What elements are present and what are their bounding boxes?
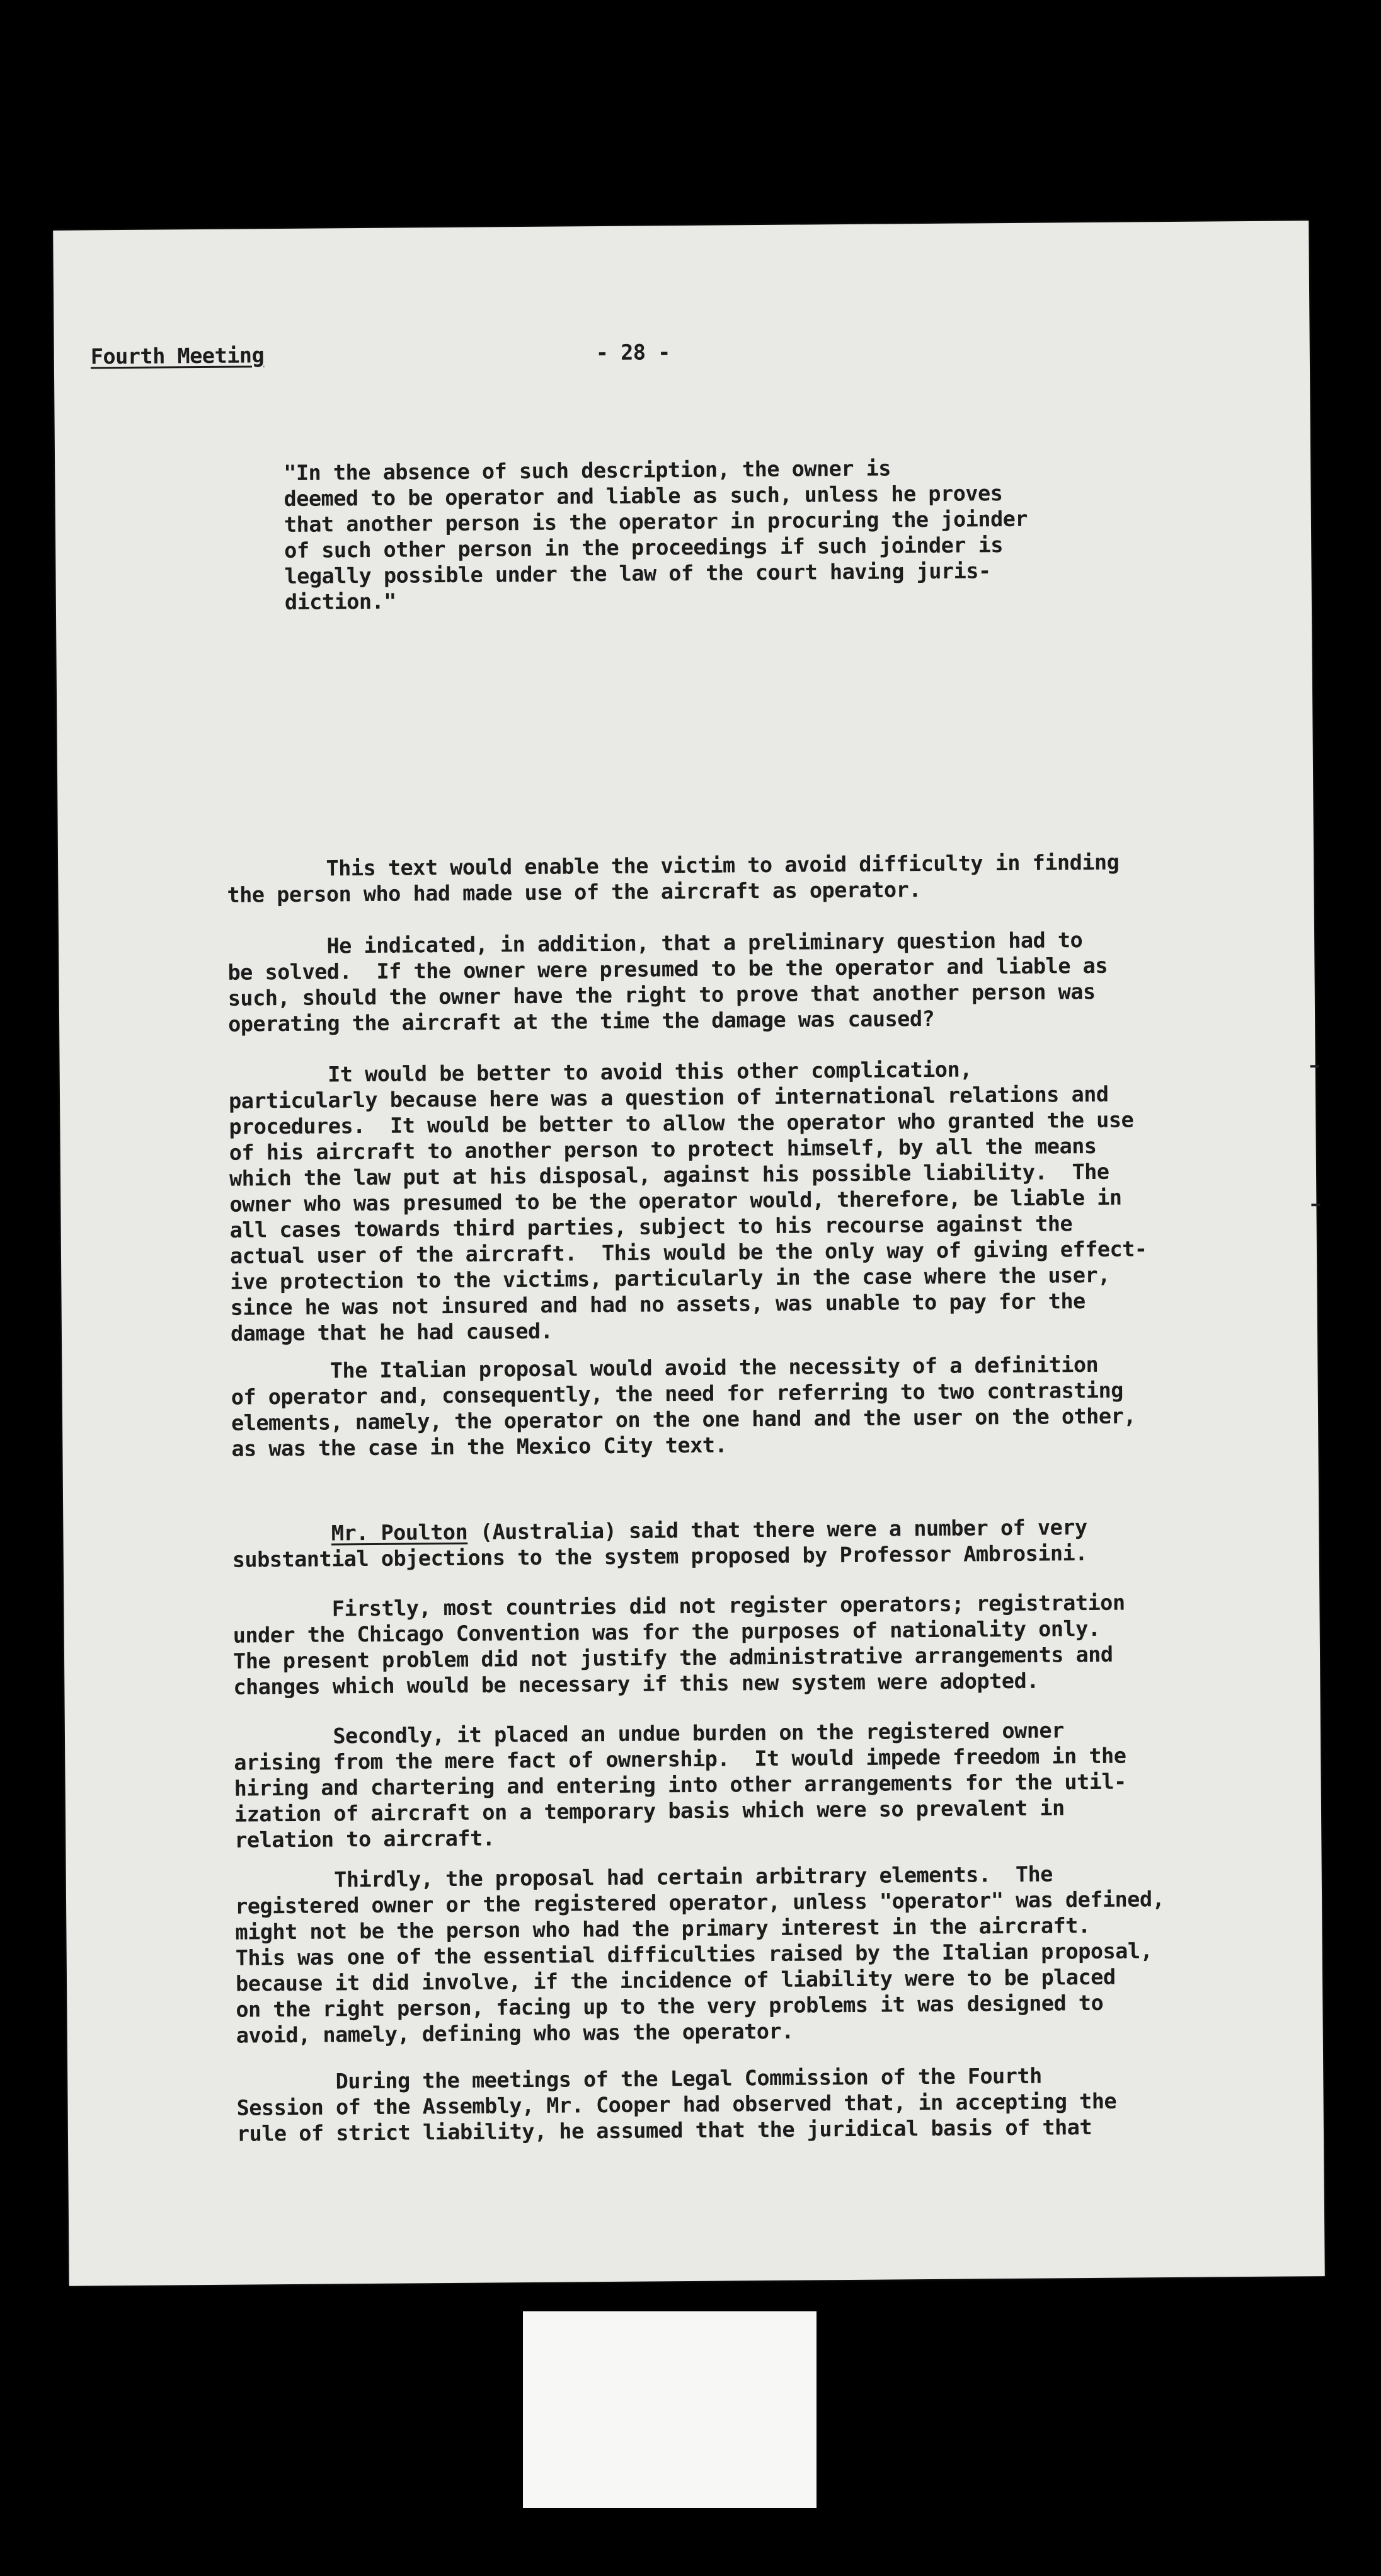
paragraph-secondly: Secondly, it placed an undue burden on the registered owner arising from the mere fact of ownership. It would impede freedom in the hiring and chartering and entering into other arrangements for the util- ization of aircraft on a temporary basis which were so prevalent in relation to aircraft.	[233, 1718, 1126, 1853]
quoted-text: "In the absence of such description, the owner is deemed to be operator and liable as such, unless he proves that another person is the operator in procuring the joinder of such other person in the proceedings if such joinder is legally possible under the law of the court having juris- diction."	[284, 456, 1028, 615]
document-page	[53, 221, 1325, 2286]
page-content	[53, 221, 1325, 2286]
attached-paper-slip	[523, 2311, 817, 2508]
paragraph-poulton-statement	[232, 1513, 1215, 1572]
paragraph-thirdly: Thirdly, the proposal had certain arbitrary elements. The registered owner or the registered operator, unless "operator" was defined, might not be the person who had the primary interest in the aircraft. This was one of the essential difficulties raised by the Italian proposal, because it did involve, if the incidence of liability were to be placed on the right person, facing up to the very problems it was designed to avoid, namely, defining who was the operator.	[234, 1861, 1165, 2048]
poulton-remarks: (Australia) said that there were a number of very substantial objections to the system proposed by Professor Ambrosini.	[232, 1515, 1088, 1572]
page-number: - 28 -	[595, 340, 670, 365]
paragraph-firstly: Firstly, most countries did not register operators; registration under the Chicago Convention was for the purposes of nationality only. The present problem did not justify the administrative arrangements and changes which would be necessary if this new system were adopted.	[232, 1590, 1125, 1699]
speaker-name: Mr. Poulton	[331, 1519, 468, 1546]
paragraph-avoid-complication: It would be better to avoid this other complication, particularly because here was a question of international relations and procedures. It would be better to allow the operator who granted the use of his aircraft to another person to protect himself, by all the means which the law put at his disposal, against his possible liability. The owner who was presumed to be the operator would, therefore, be liable in all cases towards third parties, subject to his recourse against the actual user of the aircraft. This would be the only way of giving effect- ive protection to the victims, particularly in the case where the user, since he was not insured and had no assets, was unable to pay for the damage that he had caused.	[228, 1057, 1147, 1346]
margin-mark	[1310, 1065, 1319, 1067]
margin-mark	[1311, 1204, 1320, 1206]
paragraph-indent	[232, 1521, 331, 1546]
paragraph-legal-commission: During the meetings of the Legal Commission of the Fourth Session of the Assembly, Mr. Cooper had observed that, in accepting the rule of strict liability, he assumed that the juridical basis of that	[236, 2063, 1117, 2146]
paragraph-preliminary-question: He indicated, in addition, that a preliminary question had to be solved. If the owner were presumed to be the operator and liable as such, should the owner have the right to prove that another person was operating the aircraft at the time the damage was caused?	[227, 928, 1108, 1037]
paragraph-italian-proposal: The Italian proposal would avoid the necessity of a definition of operator and, consequently, the need for referring to two contrasting elements, namely, the operator on the one hand and the user on the other, as was the case in the Mexico City text.	[231, 1352, 1137, 1461]
meeting-header: Fourth Meeting	[90, 343, 265, 369]
paragraph-victim-difficulty: This text would enable the victim to avoid difficulty in finding the person who had made use of the aircraft as operator.	[227, 849, 1120, 907]
